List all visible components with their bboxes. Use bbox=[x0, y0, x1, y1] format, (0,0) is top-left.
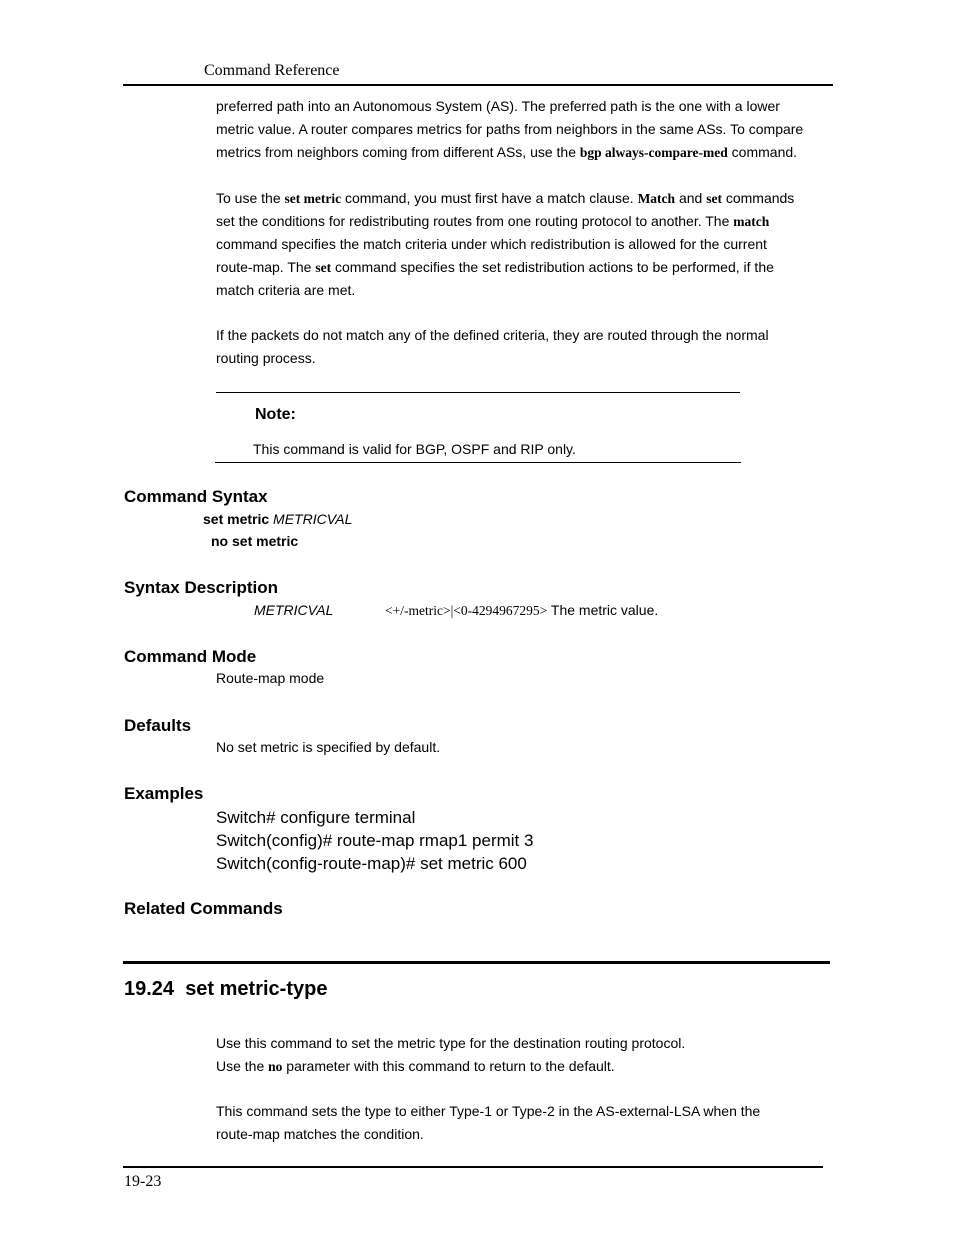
command-mode-heading: Command Mode bbox=[124, 647, 257, 666]
section-paragraph-2 bbox=[216, 1100, 836, 1146]
running-header-title: Command Reference bbox=[204, 62, 340, 79]
keyword: Match bbox=[637, 191, 676, 206]
text-line: command specifies the match criteria under which redistribution is allowed for the current bbox=[216, 236, 767, 252]
section-title: set metric-type bbox=[185, 978, 328, 1000]
text-line: metrics from neighbors coming from different ASs, use the bgp always-compare-med command. bbox=[216, 144, 798, 160]
text-line: metric value. A router compares metrics for paths from neighbors in the same ASs. To compare bbox=[216, 121, 804, 137]
syntax-line-2: no set metric bbox=[211, 533, 299, 549]
example-line: Switch(config)# route-map rmap1 permit 3 bbox=[216, 831, 534, 850]
text-line: route-map. The set command specifies the set redistribution actions to be performed, if the bbox=[216, 259, 774, 275]
keyword: set metric bbox=[284, 191, 342, 206]
examples-heading: Examples bbox=[124, 784, 204, 803]
keyword: match bbox=[733, 214, 770, 229]
text-line: match criteria are met. bbox=[216, 282, 356, 298]
page-number: 19-23 bbox=[124, 1173, 162, 1190]
header-rule bbox=[123, 84, 833, 86]
intro-paragraph-2 bbox=[216, 187, 836, 302]
param-name: METRICVAL bbox=[254, 602, 334, 618]
intro-paragraph-1 bbox=[216, 95, 836, 164]
defaults-text: No set metric is specified by default. bbox=[216, 739, 441, 755]
text-line: If the packets do not match any of the defined criteria, they are routed through the normal bbox=[216, 327, 769, 343]
note-top-rule bbox=[216, 392, 740, 393]
note-title: Note: bbox=[255, 406, 296, 423]
keyword: set bbox=[315, 260, 332, 275]
param-description: <+/-metric>|<0-4294967295> The metric value. bbox=[385, 602, 659, 618]
text-line: route-map matches the condition. bbox=[216, 1126, 424, 1142]
text-line: routing process. bbox=[216, 350, 316, 366]
command-mode-text: Route-map mode bbox=[216, 670, 325, 686]
text-line: preferred path into an Autonomous System (AS). The preferred path is the one with a lower bbox=[216, 98, 780, 114]
text-line: set the conditions for redistributing routes from one routing protocol to another. The match bbox=[216, 213, 770, 229]
command-keyword: set metric bbox=[203, 511, 274, 527]
command-argument: METRICVAL bbox=[273, 511, 353, 527]
text-line: To use the set metric command, you must first have a match clause. Match and set commands bbox=[216, 190, 795, 206]
syntax-line-1 bbox=[203, 511, 352, 527]
footer-rule bbox=[123, 1166, 823, 1168]
text-line: Use the no parameter with this command to return to the default. bbox=[216, 1058, 615, 1074]
command-syntax-heading: Command Syntax bbox=[124, 487, 268, 506]
syntax-description-heading: Syntax Description bbox=[124, 578, 278, 597]
text-line: Use this command to set the metric type for the destination routing protocol. bbox=[216, 1035, 686, 1051]
example-line: Switch# configure terminal bbox=[216, 808, 416, 827]
section-paragraph-1 bbox=[216, 1032, 836, 1078]
intro-paragraph-3 bbox=[216, 324, 836, 370]
keyword: no bbox=[268, 1059, 283, 1074]
param-range: <+/-metric>|<0-4294967295> bbox=[385, 603, 548, 618]
note-text: This command is valid for BGP, OSPF and RIP only. bbox=[253, 441, 576, 457]
keyword: set bbox=[706, 191, 722, 206]
note-bottom-rule bbox=[215, 462, 741, 463]
defaults-heading: Defaults bbox=[124, 716, 192, 735]
example-line: Switch(config-route-map)# set metric 600 bbox=[216, 854, 527, 873]
text-line: This command sets the type to either Type-1 or Type-2 in the AS-external-LSA when the bbox=[216, 1103, 761, 1119]
keyword: bgp always-compare-med bbox=[579, 145, 728, 160]
section-rule bbox=[123, 961, 830, 964]
related-commands-heading: Related Commands bbox=[124, 899, 283, 918]
section-number: 19.24 bbox=[124, 978, 175, 1000]
section-heading bbox=[124, 978, 327, 1001]
